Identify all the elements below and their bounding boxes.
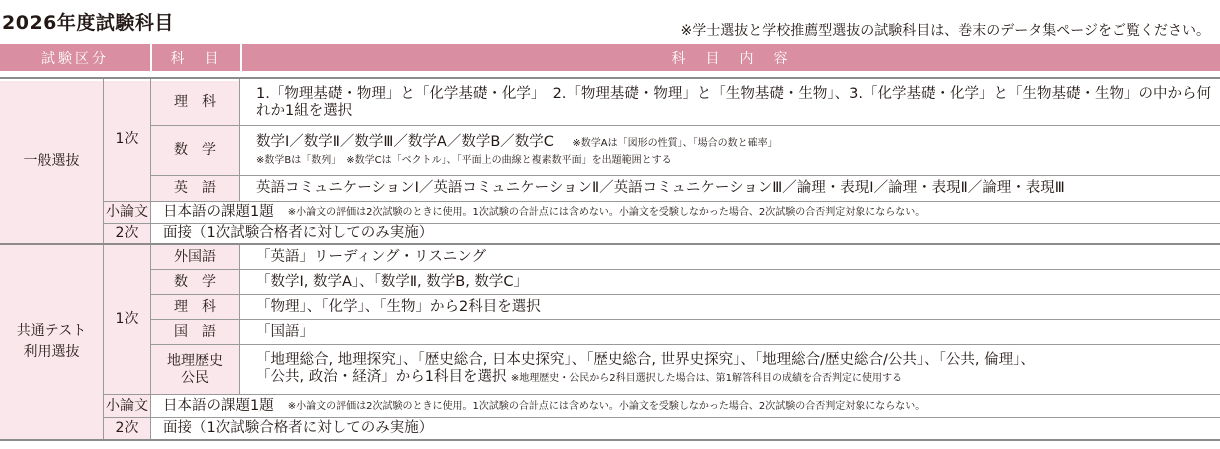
stage-general-2: 2次 — [115, 225, 139, 241]
essay-note: ※小論文の評価は2次試験のときに使用。1次試験の合計点には含めない。小論文を受験しなかった場合、2次試験の合否判定対象にならない。 — [287, 207, 926, 218]
rule-row — [151, 125, 1220, 126]
subject-foreign-common: 外国語 — [174, 248, 216, 265]
geo-note: ※地理歴史・公民から2科目選択した場合は、第1解答科目の成績を合否判定に使用する — [510, 373, 903, 384]
essay-note: ※小論文の評価は2次試験のときに使用。1次試験の合計点には含めない。小論文を受験しなかった場合、2次試験の合否判定対象にならない。 — [287, 400, 926, 412]
content-essay-general — [163, 202, 1218, 223]
category-general: 一般選抜 — [23, 152, 80, 169]
content-foreign-common: 「英語」リーディング・リスニング — [256, 248, 486, 265]
content-geo-common — [256, 345, 1216, 394]
stage-essay-common: 小論文 — [106, 397, 148, 414]
rule-bottom — [0, 439, 1220, 441]
content-science-general: 1.「物理基礎・物理」と「化学基礎・化学」 2.「物理基礎・物理」と「生物基礎・生物」、3.「化学基礎・化学」と「生物基礎・生物」の中から何れか1組を選択 — [256, 86, 1211, 119]
stage-essay-general: 小論文 — [106, 204, 148, 220]
subject-japanese-common: 国 語 — [174, 323, 216, 340]
category-common-line2: 利用選抜 — [23, 344, 80, 360]
content-math-common: 「数学Ⅰ, 数学A」、「数学Ⅱ, 数学B, 数学C」 — [256, 273, 529, 290]
rule-col — [239, 79, 240, 201]
stage-general-1: 1次 — [115, 131, 139, 147]
math-note-2: ※数学Bは「数列」 ※数学Cは「ベクトル」、「平面上の曲線と複素数平面」を出題範囲とする — [256, 154, 672, 166]
subject-science-common: 理 科 — [174, 298, 216, 315]
geo-content-line2: 「公共, 政治・経済」から1科目を選択 — [256, 369, 507, 385]
stage-common-2: 2次 — [115, 420, 139, 436]
subject-english-general: 英 語 — [174, 180, 216, 196]
top-note: ※学士選抜と学校推薦型選抜の試験科目は、巻末のデータ集ページをご覧ください。 — [680, 23, 1210, 39]
subject-math-general: 数 学 — [174, 142, 216, 158]
header-content: 科 目 内 容 — [242, 44, 1220, 71]
header-subject: 科 目 — [152, 44, 240, 71]
content-essay-common — [163, 395, 1218, 417]
content-interview-common: 面接（1次試験合格者に対してのみ実施） — [163, 420, 434, 436]
subject-geo-line1: 地理歴史 — [167, 352, 223, 369]
stage-common-1: 1次 — [115, 311, 139, 327]
essay-task: 日本語の課題1題 — [163, 204, 274, 220]
table-header — [0, 44, 1220, 71]
geo-content-line1: 「地理総合, 地理探究」、「歴史総合, 日本史探究」、「歴史総合, 世界史探究」、「地理総合/歴史総合/公共」、「公共, 倫理」、 — [256, 352, 1035, 368]
subject-math-common: 数 学 — [174, 273, 216, 290]
essay-task: 日本語の課題1題 — [163, 397, 274, 414]
rule-col — [239, 245, 240, 394]
category-common-line1: 共通テスト — [16, 323, 87, 339]
math-row — [256, 134, 778, 152]
content-interview-general: 面接（1次試験合格者に対してのみ実施） — [163, 225, 434, 241]
content-japanese-common: 「国語」 — [256, 323, 314, 340]
content-science-common: 「物理」、「化学」、「生物」から2科目を選択 — [256, 298, 541, 315]
subject-science-general: 理 科 — [174, 93, 216, 110]
page-title: 2026年度試験科目 — [2, 12, 174, 34]
category-common — [0, 245, 103, 439]
math-note-1: ※数学Aは「図形の性質」、「場合の数と確率」 — [572, 137, 778, 149]
subject-geo-common — [151, 345, 239, 394]
content-math-general — [256, 128, 1216, 174]
content-english-general: 英語コミュニケーションⅠ／英語コミュニケーションⅡ／英語コミュニケーションⅢ／論理・表現Ⅰ／論理・表現Ⅱ／論理・表現Ⅲ — [256, 180, 1065, 196]
geo-row-2 — [256, 369, 902, 387]
math-subjects: 数学Ⅰ／数学Ⅱ／数学Ⅲ／数学A／数学B／数学C — [256, 133, 554, 150]
subject-geo-line2: 公民 — [181, 369, 209, 386]
header-category: 試験区分 — [0, 44, 150, 71]
